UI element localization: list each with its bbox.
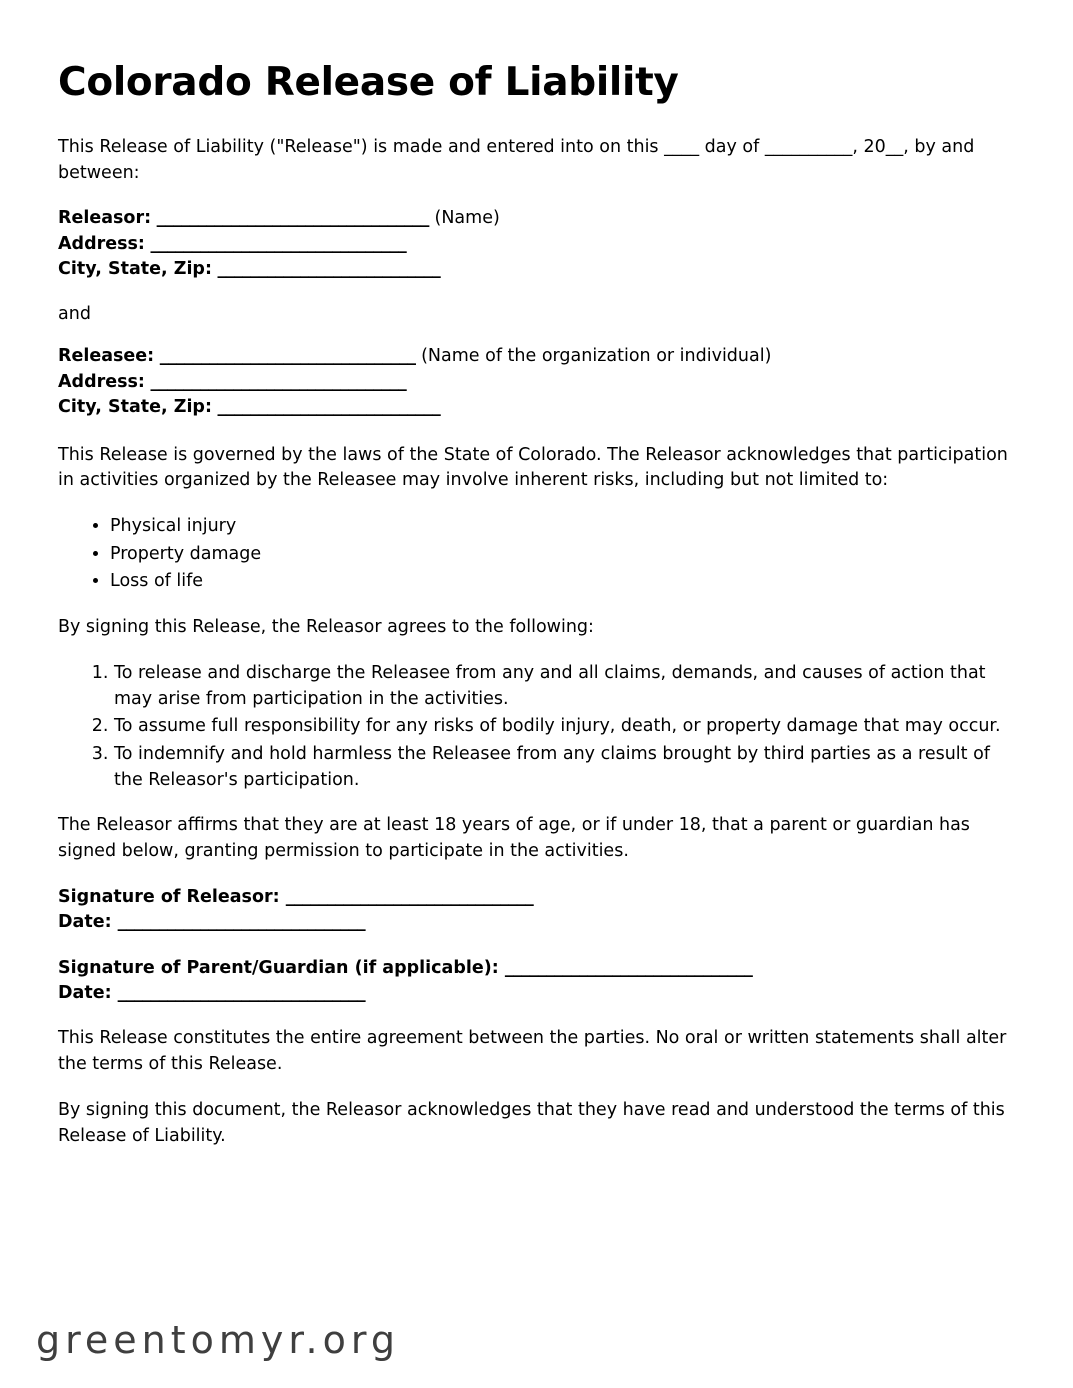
releasor-city-input[interactable]: ___________________________	[217, 259, 441, 280]
releasor-name-input[interactable]: _________________________________	[156, 208, 429, 229]
agreements-list	[58, 661, 1013, 794]
releasee-fields	[58, 344, 1013, 420]
guardian-date-label: Date:	[58, 983, 112, 1004]
guardian-signature-block	[58, 956, 1013, 1007]
list-item: • Property damage	[110, 542, 1013, 568]
guardian-signature-input[interactable]: ______________________________	[504, 957, 753, 978]
guardian-signature-label: Signature of Parent/Guardian (if applicable):	[58, 957, 499, 978]
releasee-address-line	[58, 370, 1013, 395]
risks-list	[58, 514, 1013, 595]
releasee-city-input[interactable]: ___________________________	[217, 397, 441, 418]
governing-law-paragraph: This Release is governed by the laws of the State of Colorado. The Releasor acknowledges that participation in activities organized by the Releasee may involve inherent risks, including but not limited to:	[58, 444, 1008, 491]
list-item: • Physical injury	[110, 514, 1013, 540]
releasor-name-note: (Name)	[434, 208, 500, 229]
and-connector: and	[58, 304, 91, 325]
guardian-date-line	[58, 981, 1013, 1006]
releasor-signature-line	[58, 885, 1013, 910]
releasor-address-line	[58, 232, 1013, 257]
releasor-signature-label: Signature of Releasor:	[58, 886, 280, 907]
releasor-signature-input[interactable]: ______________________________	[285, 886, 534, 907]
releasor-date-line	[58, 910, 1013, 935]
intro-paragraph: This Release of Liability ("Release") is made and entered into on this ____ day of __________, 20__, by and between:	[58, 136, 975, 183]
releasor-fields	[58, 206, 1013, 282]
releasee-name-note: (Name of the organization or individual)	[421, 346, 772, 367]
releasee-name-label: Releasee:	[58, 346, 155, 367]
releasee-city-line	[58, 395, 1013, 420]
releasor-name-line	[58, 206, 1013, 231]
releasor-date-label: Date:	[58, 912, 112, 933]
releasor-address-input[interactable]: _______________________________	[150, 233, 407, 254]
page-title: Colorado Release of Liability	[58, 60, 679, 105]
releasor-signature-block	[58, 885, 1013, 936]
entire-agreement-paragraph: This Release constitutes the entire agreement between the parties. No oral or written statements shall alter the terms of this Release.	[58, 1028, 1007, 1075]
releasee-name-line	[58, 344, 1013, 369]
list-item: 3. To indemnify and hold harmless the Releasee from any claims brought by third parties as a result of the Releasor's participation.	[114, 742, 1013, 793]
list-item: • Loss of life	[110, 569, 1013, 595]
releasor-address-label: Address:	[58, 233, 145, 254]
agreement-intro-paragraph: By signing this Release, the Releasor agrees to the following:	[58, 617, 594, 638]
releasee-address-input[interactable]: _______________________________	[150, 371, 407, 392]
releasor-city-label: City, State, Zip:	[58, 259, 212, 280]
age-affirmation-paragraph: The Releasor affirms that they are at least 18 years of age, or if under 18, that a parent or guardian has signed below, granting permission to participate in the activities.	[58, 815, 970, 862]
releasor-name-label: Releasor:	[58, 208, 152, 229]
releasor-city-line	[58, 257, 1013, 282]
site-watermark: greentomyr.org	[36, 1318, 400, 1362]
releasee-address-label: Address:	[58, 371, 145, 392]
releasee-name-input[interactable]: _______________________________	[159, 346, 416, 367]
list-item: 2. To assume full responsibility for any risks of bodily injury, death, or property damage that may occur.	[114, 714, 1013, 740]
acknowledgement-paragraph: By signing this document, the Releasor acknowledges that they have read and understood the terms of this Release of Liability.	[58, 1099, 1005, 1146]
guardian-signature-line	[58, 956, 1013, 981]
list-item: 1. To release and discharge the Releasee from any and all claims, demands, and causes of action that may arise from participation in the activities.	[114, 661, 1013, 712]
releasee-city-label: City, State, Zip:	[58, 397, 212, 418]
releasor-date-input[interactable]: ______________________________	[117, 912, 366, 933]
guardian-date-input[interactable]: ______________________________	[117, 983, 366, 1004]
